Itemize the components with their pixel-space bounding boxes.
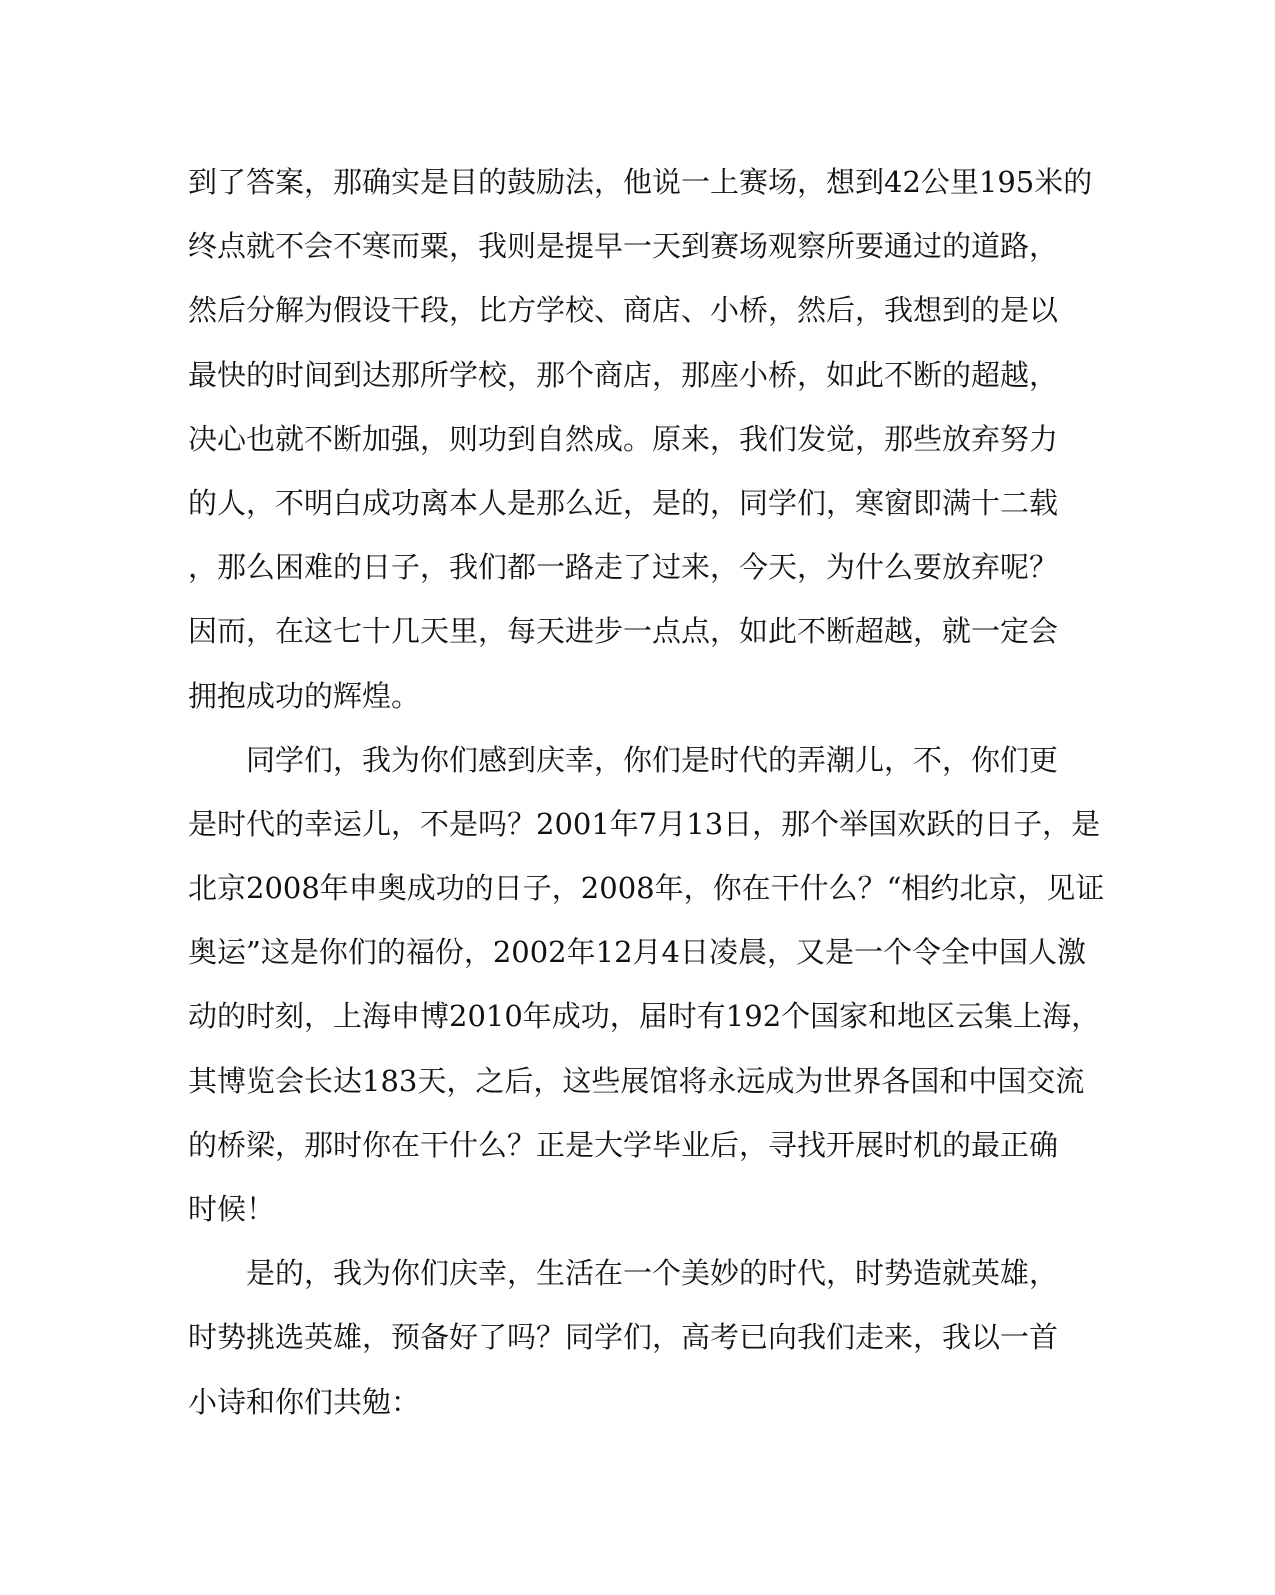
text-line: 因而，在这七十几天里，每天进步一点点，如此不断超越，就一定会 [188,614,1059,649]
text-line: 动的时刻，上海申博2010年成功，届时有192个国家和地区云集上海， [188,999,1101,1034]
paragraph-2 [188,728,1105,1242]
text-line: 北京2008年申奥成功的日子，2008年，你在干什么？“相约北京，见证 [188,871,1105,906]
text-line: 时势挑选英雄，预备好了吗？同学们，高考已向我们走来，我以一首 [188,1320,1059,1355]
text-line: 的桥梁，那时你在干什么？正是大学毕业后，寻找开展时机的最正确 [188,1127,1059,1162]
text-line: 奥运”这是你们的福份，2002年12月4日凌晨，又是一个令全中国人激 [188,935,1086,970]
text-line: 然后分解为假设干段，比方学校、商店、小桥，然后，我想到的是以 [188,293,1059,328]
text-line: 同学们，我为你们感到庆幸，你们是时代的弄潮儿，不，你们更 [246,742,1059,777]
text-line: 小诗和你们共勉： [188,1384,421,1419]
text-line: 拥抱成功的辉煌。 [188,678,421,713]
paragraph-1 [188,150,1093,728]
paragraph-3 [188,1241,1068,1434]
document-body [188,150,1105,1434]
text-line: 的人，不明白成功离本人是那么近，是的，同学们，寒窗即满十二载 [188,485,1059,520]
text-line: ，那么困难的日子，我们都一路走了过来，今天，为什么要放弃呢？ [188,550,1059,585]
text-line: 其博览会长达183天，之后，这些展馆将永远成为世界各国和中国交流 [188,1063,1085,1098]
text-line: 是时代的幸运儿，不是吗？2001年7月13日，那个举国欢跃的日子，是 [188,806,1101,841]
text-line: 时候！ [188,1192,276,1226]
text-line: 最快的时间到达那所学校，那个商店，那座小桥，如此不断的超越， [188,357,1059,392]
text-line: 决心也就不断加强，则功到自然成。原来，我们发觉，那些放弃努力 [188,421,1059,456]
text-line: 是的，我为你们庆幸，生活在一个美妙的时代，时势造就英雄， [246,1256,1059,1291]
text-line: 终点就不会不寒而粟，我则是提早一天到赛场观察所要通过的道路， [188,229,1059,264]
text-line: 到了答案，那确实是目的鼓励法，他说一上赛场，想到42公里195米的 [188,165,1093,199]
